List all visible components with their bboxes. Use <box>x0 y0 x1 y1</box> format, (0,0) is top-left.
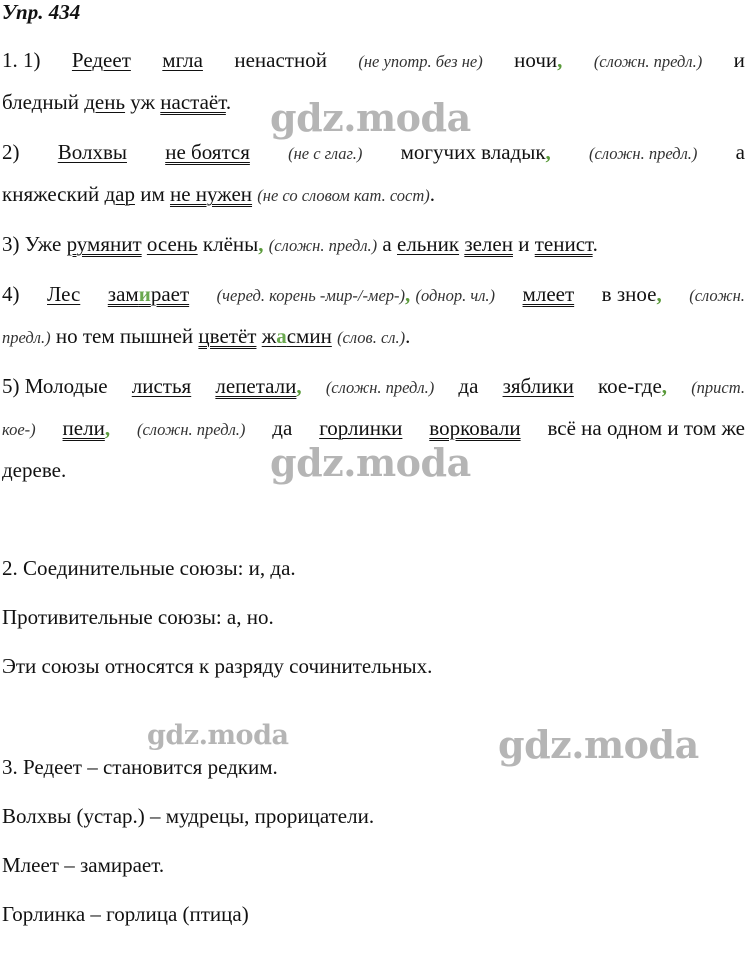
sentence-1-line-2 <box>2 90 231 115</box>
predicate-word: зелен <box>464 232 513 256</box>
subject-word: мгла <box>162 48 203 72</box>
subject-word: листья <box>131 374 192 398</box>
word: уж <box>130 90 156 114</box>
predicate-word: тенист <box>534 232 593 256</box>
part3-line: Волхвы (устар.) – мудрецы, прорицатели. <box>2 804 375 828</box>
watermark: gdz.moda <box>147 720 289 751</box>
word-text: могучих владык <box>400 140 546 164</box>
part2-line: Эти союзы относятся к разряду сочинительных. <box>2 654 433 678</box>
sentence-2-line-1 <box>2 140 745 165</box>
word <box>514 48 562 73</box>
grammar-note: (сложн. предл.) <box>589 144 698 163</box>
subject-word: Волхвы <box>57 140 127 164</box>
word: всё на одном и том же <box>547 416 745 440</box>
comma-mark: , <box>104 416 111 440</box>
conjunction: и <box>733 48 745 72</box>
watermark: gdz.moda <box>270 95 471 140</box>
grammar-note: (не с глаг.) <box>288 144 363 163</box>
part3-line: Горлинка – горлица (птица) <box>2 902 249 926</box>
subject-word: зяблики <box>502 374 574 398</box>
predicate-word <box>108 282 189 307</box>
subject-word: Лес <box>47 282 81 306</box>
watermark: gdz.moda <box>498 722 699 767</box>
part2-line: 2. Соединительные союзы: и, да. <box>2 556 296 580</box>
word: бледный <box>2 90 79 114</box>
grammar-note: (сложн. предл.) <box>593 52 703 71</box>
part3-line: 3. Редеет – становится редким. <box>2 755 278 779</box>
subject-word <box>262 324 332 348</box>
exercise-title: Упр. 434 <box>2 0 81 24</box>
grammar-note: (сложн. предл.) <box>268 236 378 255</box>
comma-mark: , <box>661 374 668 398</box>
part2-line: Противительные союзы: а, но. <box>2 605 274 629</box>
subject-word: осень <box>146 232 198 256</box>
word-part: зам <box>107 282 139 306</box>
grammar-note: кое-) <box>2 420 36 439</box>
period-mark: . <box>405 324 411 348</box>
grammar-note: (слов. сл.) <box>337 328 406 347</box>
grammar-note: (однор. чл.) <box>415 286 496 305</box>
word-text: кое-где <box>598 374 662 398</box>
comma-mark: , <box>405 282 411 306</box>
comma-mark: , <box>296 374 302 398</box>
sentence-5-line-2 <box>2 416 745 441</box>
comma-mark: , <box>557 48 563 72</box>
predicate-word: лепетали <box>215 374 297 398</box>
predicate-word: цветёт <box>198 324 257 348</box>
word-part: смин <box>286 324 332 348</box>
word-part: рает <box>150 282 190 306</box>
conjunction: да <box>272 416 293 440</box>
conjunction: а <box>382 232 392 256</box>
word-text: клёны <box>202 232 259 256</box>
subject-word: Редеет <box>71 48 131 72</box>
sentence-number: 5) Молодые <box>2 374 108 398</box>
sentence-1-line-1 <box>2 48 745 73</box>
period-mark: . <box>225 90 232 114</box>
word <box>215 374 301 399</box>
sentence-5-line-1 <box>2 374 745 399</box>
subject-word: горлинки <box>319 416 403 440</box>
grammar-note: (сложн. <box>689 286 745 305</box>
word-text: в зное <box>601 282 657 306</box>
sentence-number: 2) <box>2 140 20 164</box>
word <box>203 232 264 256</box>
comma-mark: , <box>258 232 264 256</box>
conjunction: а <box>735 140 745 164</box>
comma-mark: , <box>656 282 662 306</box>
sentence-number: 1. 1) <box>2 48 41 72</box>
predicate-word: млеет <box>522 282 575 306</box>
word-part: ж <box>261 324 277 348</box>
sentence-5-line-3 <box>2 458 66 483</box>
word: дереве. <box>2 458 67 482</box>
word <box>598 374 667 399</box>
period-mark: . <box>429 182 435 206</box>
conjunction: и <box>518 232 530 256</box>
word <box>401 140 551 165</box>
highlighted-letter: и <box>138 282 151 306</box>
grammar-note: (прист. <box>691 378 745 397</box>
subject-word: дар <box>104 182 135 206</box>
sentence-2-line-2 <box>2 182 435 207</box>
grammar-note: предл.) <box>2 328 51 347</box>
predicate-word: пели <box>62 416 105 440</box>
subject-word: ельник <box>397 232 460 256</box>
word: но тем пышней <box>55 324 194 348</box>
word: княжеский <box>2 182 100 206</box>
predicate-word: настаёт <box>160 90 226 114</box>
word <box>63 416 111 441</box>
grammar-note: (сложн. предл.) <box>136 420 246 439</box>
predicate-word: не боятся <box>165 140 250 164</box>
sentence-4-line-1 <box>2 282 745 307</box>
word: ненастной <box>234 48 327 72</box>
conjunction: да <box>458 374 479 398</box>
word <box>602 282 662 307</box>
comma-mark: , <box>545 140 551 164</box>
grammar-note: (сложн. предл.) <box>325 378 435 397</box>
predicate-word: румянит <box>66 232 142 256</box>
subject-word: день <box>84 90 126 114</box>
word-text: ночи <box>514 48 558 72</box>
sentence-3-line-1 <box>2 232 598 257</box>
sentence-number: 4) <box>2 282 20 306</box>
sentence-number: 3) Уже <box>2 232 62 256</box>
predicate-word: ворковали <box>429 416 521 440</box>
sentence-4-line-2 <box>2 324 410 349</box>
grammar-note: (не употр. без не) <box>358 52 483 71</box>
predicate-word: не нужен <box>169 182 253 206</box>
watermark: gdz.moda <box>270 440 471 485</box>
part3-line: Млеет – замирает. <box>2 853 165 877</box>
grammar-note: (не со словом кат. сост) <box>257 186 430 205</box>
highlighted-letter: а <box>276 324 287 348</box>
grammar-note: (черед. корень -мир-/-мер-) <box>216 286 406 305</box>
period-mark: . <box>592 232 598 256</box>
word: им <box>140 182 165 206</box>
grammar-note-group <box>217 282 495 307</box>
